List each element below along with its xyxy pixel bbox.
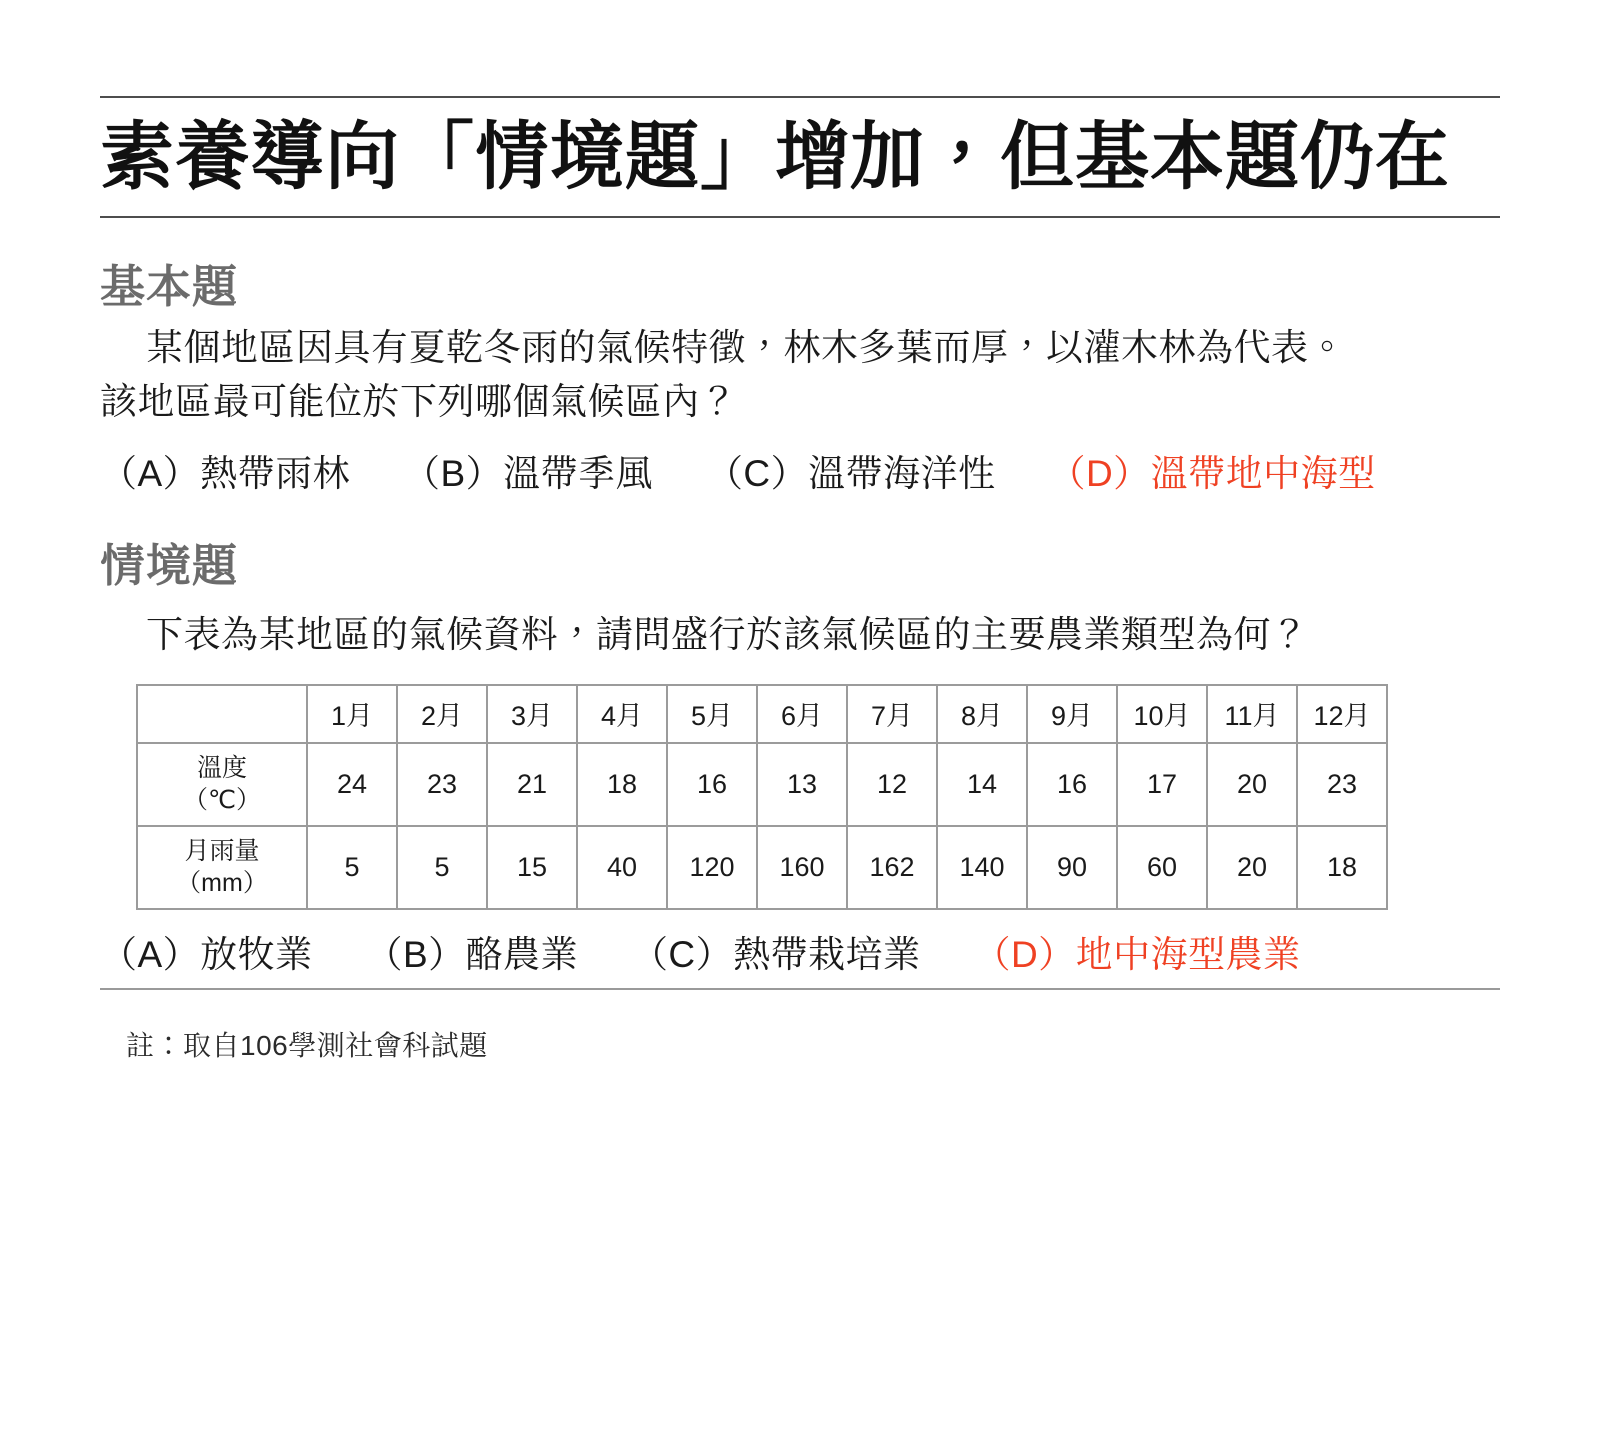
table-cell: 120: [667, 826, 757, 909]
table-cell: 162: [847, 826, 937, 909]
table-cell: 21: [487, 743, 577, 826]
row-label-line1: 月雨量: [184, 836, 260, 865]
basic-question-stem-line1: 某個地區因具有夏乾冬雨的氣候特徵，林木多葉而厚，以灌木林為代表。: [146, 327, 1346, 369]
table-cell: 20: [1207, 826, 1297, 909]
table-row: [137, 743, 1387, 826]
table-cell: 20: [1207, 743, 1297, 826]
context-choice-b[interactable]: （B）酪農業: [365, 933, 579, 975]
section-heading-basic: 基本題: [100, 261, 239, 313]
table-cell: 16: [667, 743, 757, 826]
table-cell: 60: [1117, 826, 1207, 909]
table-col-header: 1月: [307, 685, 397, 743]
table-cell: 24: [307, 743, 397, 826]
climate-data-table: [136, 684, 1388, 910]
table-cell: 13: [757, 743, 847, 826]
table-col-header: 5月: [667, 685, 757, 743]
table-cell: 140: [937, 826, 1027, 909]
basic-question-stem-line2: 該地區最可能位於下列哪個氣候區內？: [100, 380, 738, 422]
table-col-header: 2月: [397, 685, 487, 743]
table-cell: 15: [487, 826, 577, 909]
table-cell: 5: [307, 826, 397, 909]
basic-choice-a[interactable]: （A）熱帶雨林: [100, 452, 351, 494]
row-label-line1: 溫度: [196, 753, 247, 782]
table-cell: 12: [847, 743, 937, 826]
table-cell: 14: [937, 743, 1027, 826]
table-cell: 40: [577, 826, 667, 909]
table-cell: 23: [397, 743, 487, 826]
table-row: [137, 826, 1387, 909]
basic-choice-d[interactable]: （D）溫帶地中海型: [1048, 452, 1376, 494]
section-heading-context: 情境題: [100, 539, 239, 591]
table-header-row: [137, 685, 1387, 743]
context-choice-c[interactable]: （C）熱帶栽培業: [630, 933, 921, 975]
context-question-prompt: 下表為某地區的氣候資料，請問盛行於該氣候區的主要農業類型為何？: [146, 613, 1309, 655]
table-col-header: 10月: [1117, 685, 1207, 743]
table-col-header: 6月: [757, 685, 847, 743]
table-col-header: 7月: [847, 685, 937, 743]
table-cell: 16: [1027, 743, 1117, 826]
table-cell: 17: [1117, 743, 1207, 826]
table-cell: 18: [577, 743, 667, 826]
table-col-header: 11月: [1207, 685, 1297, 743]
context-choice-a[interactable]: （A）放牧業: [100, 933, 313, 975]
table-col-header: 3月: [487, 685, 577, 743]
table-col-header: 8月: [937, 685, 1027, 743]
row-label-line2: （mm）: [176, 869, 268, 898]
bottom-divider: [100, 988, 1500, 990]
title-divider: [100, 216, 1500, 218]
table-cell: 160: [757, 826, 847, 909]
basic-choice-c[interactable]: （C）溫帶海洋性: [705, 452, 996, 494]
basic-question-choices: [100, 443, 1500, 497]
row-label-line2: （℃）: [182, 786, 262, 815]
table-corner-cell: [137, 685, 307, 743]
page-title: 素養導向「情境題」增加，但基本題仍在: [100, 115, 1450, 198]
table-col-header: 4月: [577, 685, 667, 743]
table-cell: 23: [1297, 743, 1387, 826]
table-row-label-rainfall: [137, 826, 307, 909]
context-choice-d[interactable]: （D）地中海型農業: [973, 933, 1301, 975]
table-col-header: 9月: [1027, 685, 1117, 743]
table-cell: 5: [397, 826, 487, 909]
table-row-label-temperature: [137, 743, 307, 826]
context-question-choices: [100, 924, 1500, 978]
document-page: [0, 96, 1600, 1436]
basic-choice-b[interactable]: （B）溫帶季風: [402, 452, 654, 494]
table-col-header: 12月: [1297, 685, 1387, 743]
source-note: 註：取自106學測社會科試題: [126, 1029, 488, 1061]
table-cell: 18: [1297, 826, 1387, 909]
table-cell: 90: [1027, 826, 1117, 909]
